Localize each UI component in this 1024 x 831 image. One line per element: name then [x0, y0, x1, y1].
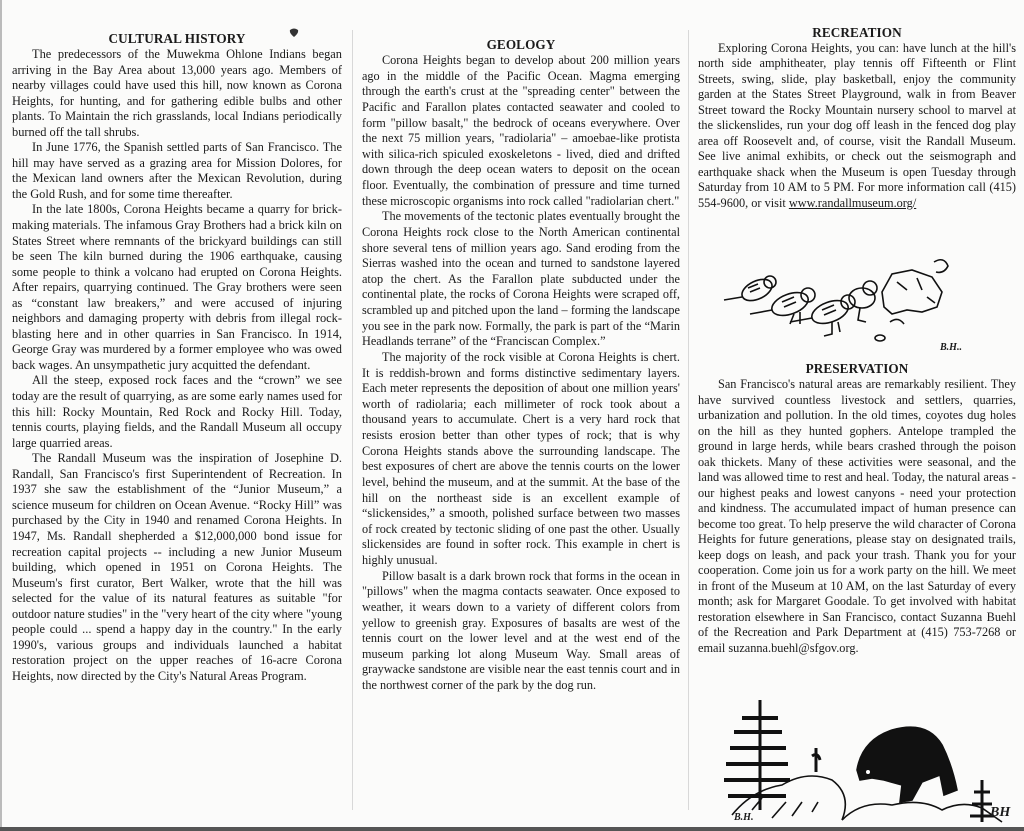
geology-paragraph: The movements of the tectonic plates eventually brought the Corona Heights rock close to the North American continental shore several tens of million years ago. Sand eroding from the Sierras washed into the ocean and turned to sandstone layered atop the chert. As the Farallon plate subducted under the continental plate, the rocks of Corona Heights were scraped off, scrambled up and pitched upon the land – forming the landscape you see in the park now. Formally, the park is part of the “Marin Headlands terrane” of the “Franciscan Complex.” — [362, 209, 680, 349]
rocks-icon — [882, 260, 948, 324]
geology-heading: GEOLOGY — [486, 37, 556, 52]
geology-section — [362, 36, 680, 694]
cultural-history-section — [12, 30, 342, 684]
bird-icon — [849, 281, 877, 322]
cultural-history-paragraph: All the steep, exposed rock faces and the “crown” we see today are the result of quarrying, as are some early names used for this hill: Rocky Mountain, Red Rock and Rocky Hill. Today, tennis courts, playing fields, and the Randall Museum all occupy large quarried areas. — [12, 373, 342, 450]
preservation-section — [698, 360, 1016, 656]
cultural-history-paragraph: The Randall Museum was the inspiration of Josephine D. Randall, San Francisco's first Superintendent of Recreation. In 1937 she saw the establishment of the “Junior Museum,” a science museum for children on Ocean Avenue. “Rocky Hill” was purchased by the City in 1940 and renamed Corona Heights. In 1947, Ms. Randall shepherded a $12,000,000 bond issue for recreation capital projects -- including a new Junior Museum building, which opened in 1951 on Corona Heights. The Museum's first curator, Bert Walker, wrote that the hill was selected for the value of its natural features as suitable "for outdoor nature studies" in the "very heart of the city where "young people could ... spend a happy day in the country." In the early 1990's, various groups and individuals launched a habitat restoration project on the upper reaches of 16-acre Corona Heights, now directed by the City's Natural Areas Program. — [12, 451, 343, 683]
preservation-paragraph: San Francisco's natural areas are remarkably resilient. They have survived countless livestock and settlers, quarries, urbanization and pollution. In the old times, coyotes dug holes on the hill as they hunted gophers. Antelope trampled the ground in large herds, while bears crashed through the poison oak thickets. Many of these activities were seasonal, and the land was allowed time to rest and heal. Today, the natural areas - our highest peaks and lowest canyons - need your protection and kindness. The accumulated impact of human presence can become too great. To help preserve the wild character of Corona Heights for future generations, please stay on designated trails, keep dogs on leash, and pack your trash. Thank you for your cooperation. Come join us for a work party on the hill. We meet in front of the Museum at 10 AM, on the last Saturday of every month; ask for Margaret Goodale. To get involved with habitat restoration elsewhere in San Francisco, contact Suzanna Buehl of the Recreation and Park Department at (415) 753-7268 or email suzanna.buehl@sfgov.org. — [698, 377, 1016, 655]
recreation-section — [698, 24, 1016, 211]
geology-paragraph: Corona Heights began to develop about 200 million years ago in the middle of the Pacific Ocean. Magma emerging through the earth's crust at the "spreading center" between the Pacific and Farallon plates contacted seawater and cooled to form "pillow basalt," the bedrock of oceans everywhere. Over the next 75 million years, "radiolaria" – amoebae-like protista with silica-rich spiculed exoskeletons - lived, died and drifted down through the deep ocean waters to deposit on the ocean floor. Eventually, the combination of pressure and time turned these microscopic organisms into rock called "radiolarian chert." — [362, 53, 680, 208]
cultural-history-paragraph: The predecessors of the Muwekma Ohlone Indians began arriving in the Bay Area about 13,000 years ago. Members of nearby villages could have used this hill, now known as Corona Heights, for hunting, and for gathering edible bulbs and other plants. To Maintain the rich grasslands, local Indians periodically burned off the tall shrubs. — [12, 47, 342, 139]
coyote-icon — [812, 748, 820, 772]
geology-paragraph: The majority of the rock visible at Corona Heights is chert. It is reddish-brown and forms distinctive sedimentary layers. Each meter represents the deposition of about one million years' worth of radiolaria; each millimeter of rock took about a thousand years to accumulate. Chert is a very hard rock that resists erosion better than other types of rock; that is why Corona Heights stands above the surrounding landscape. The best exposures of chert are above the tennis courts on the lower level, behind the museum, and at the summit. At the base of the hill on the northeast side is an excellent example of “slickensides,” a smooth, polished surface between two masses of rock created by tectonic sliding of one past the other. Usually slickensides are found in softer rock. This example in chert is highly unusual. — [362, 349, 680, 567]
scan-bottom-edge — [0, 827, 1024, 831]
column-divider — [352, 30, 353, 810]
cultural-history-paragraph: In the late 1800s, Corona Heights became a quarry for brick-making materials. The infamous Gray Brothers had a brick kiln on States Street where remnants of the brickyard buildings can still be seen The kiln burned during the 1906 earthquake, causing some people to think a volcano had erupted on Corona Heights. After repairs, quarrying continued. The Gray brothers were seen as “constant law breakers,” and were accused of injuring neighbors and damaging property with debris from illegal rock-blasting here and in other quarries in San Francisco. In 1914, George Gray was murdered by a former employee who was owed back wages. An unsympathetic jury acquitted the defendant. — [12, 202, 342, 372]
bear-artist-signature-left: B.H. — [734, 812, 754, 823]
birds-illustration — [712, 252, 952, 342]
bear-illustration — [712, 700, 1016, 825]
cultural-history-heading: CULTURAL HISTORY — [108, 31, 246, 46]
preservation-heading: PRESERVATION — [805, 361, 909, 376]
bear-artist-signature-right: BH — [990, 805, 1011, 820]
column-divider — [688, 30, 689, 810]
birds-artist-signature: B.H.. — [940, 342, 962, 353]
cultural-history-paragraph: In June 1776, the Spanish settled parts of San Francisco. The hill may have served as a grazing area for Mission Dolores, for the Mexican land owners after the Mexican Revolution, during the Gold Rush, and for some time thereafter. — [12, 140, 342, 201]
geology-paragraph: Pillow basalt is a dark brown rock that forms in the ocean in "pillows" when the magma contacts seawater. Once exposed to weather, it wears down to a variety of different colors from yellow to greenish gray. Exposures of basalts are west of the tennis court on the lower level and at the west end of the museum parking lot along Museum Way. Small areas of graywacke sandstone are visible near the east tennis court and in the northwest corner of the park by the dog run. — [362, 568, 680, 692]
bird-icon — [724, 275, 776, 305]
page-edge — [0, 0, 2, 831]
recreation-paragraph — [698, 41, 1016, 211]
rocks-icon — [732, 776, 1002, 822]
randall-museum-link[interactable]: www.randallmuseum.org/ — [788, 195, 917, 210]
bear-icon — [857, 727, 957, 802]
recreation-text: Exploring Corona Heights, you can: have lunch at the hill's north side amphitheater, play tennis off Fifteenth or Flint Streets, swing, slide, play basketball, enjoy the community garden at the States Street Playground, walk in from Beaver Street toward the Rocky Mountain nursery school to marvel at the slickenslides, run your dog off leash in the fenced dog play area off Roosevelt and, of course, visit the Randall Museum. See live animal exhibits, or check out the seismograph and earthquake shack when the Museum is open Tuesday through Saturday from 10 AM to 5 PM. For more information call (415) 554-9600, or visit — [698, 41, 1016, 210]
recreation-heading: RECREATION — [812, 25, 902, 40]
